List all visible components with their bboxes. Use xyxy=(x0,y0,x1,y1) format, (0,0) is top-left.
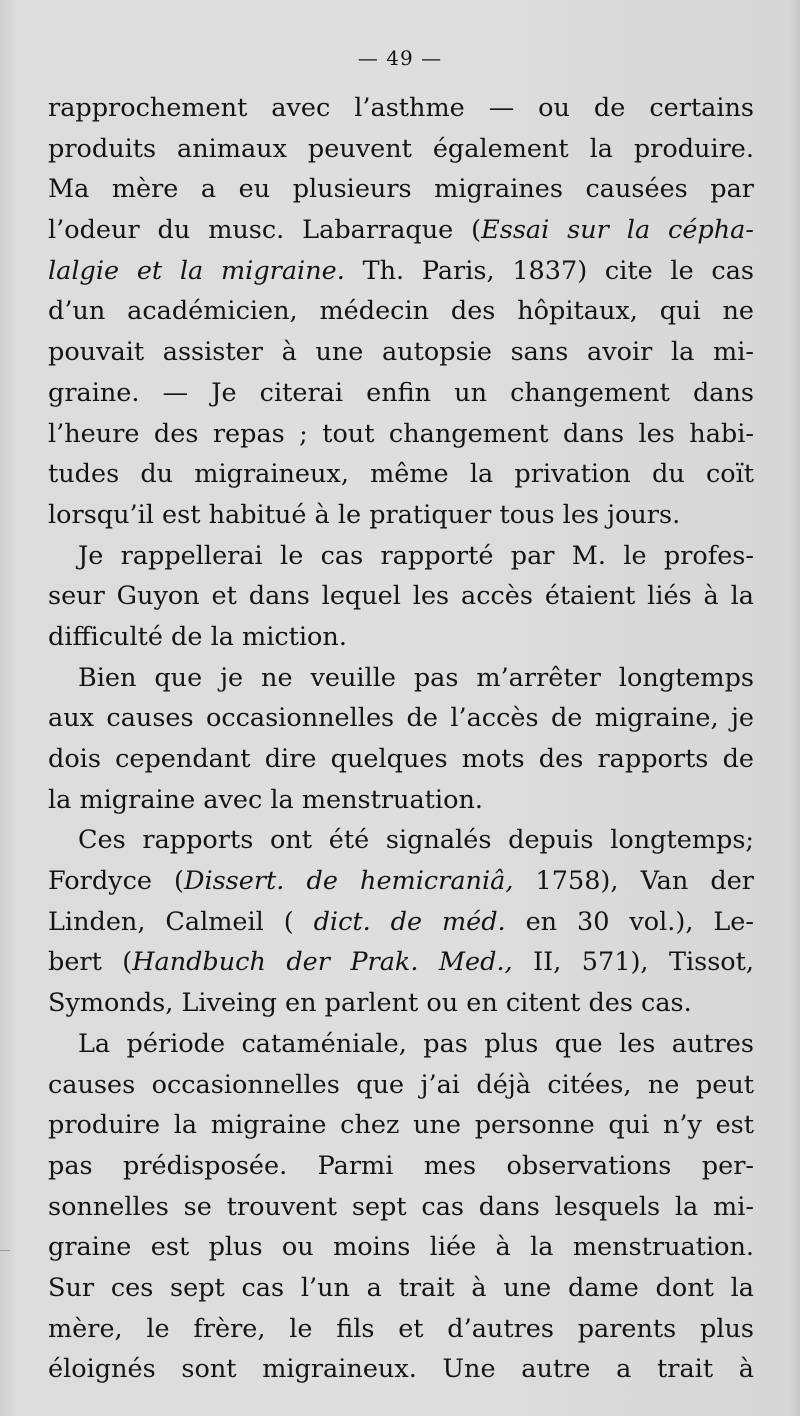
text-line xyxy=(48,414,754,455)
text-run: en 30 vol.), Le- xyxy=(505,906,754,937)
text-line xyxy=(48,820,754,861)
text-line xyxy=(48,1146,754,1187)
text-run: Ces rapports ont été signalés depuis longtemps; xyxy=(78,825,754,856)
text-run: dois cependant dire quelques mots des rapports de xyxy=(48,744,754,774)
text-run: Fordyce ( xyxy=(48,866,184,897)
text-run: graine est plus ou moins liée à la menstruation. xyxy=(48,1232,754,1263)
text-line xyxy=(48,1065,754,1106)
text-line xyxy=(48,780,754,821)
text-line xyxy=(48,739,754,780)
text-line xyxy=(48,332,754,373)
italic-citation: lalgie et la migraine. xyxy=(48,255,345,286)
text-line xyxy=(48,983,754,1024)
text-run: II, 571), Tissot, xyxy=(512,947,755,978)
text-run: Bien que je ne veuille pas m’arrêter longtemps xyxy=(78,662,754,693)
text-run: pas prédisposée. Parmi mes observations per- xyxy=(48,1150,754,1181)
italic-citation: Dissert. de hemicraniâ, xyxy=(184,866,514,897)
text-run: Th. Paris, 1837) cite le cas xyxy=(344,255,754,286)
text-line xyxy=(48,617,754,658)
text-run: produire la migraine chez une personne qui n’y est xyxy=(48,1110,754,1141)
text-run: tudes du migraineux, même la privation du coït xyxy=(48,459,754,490)
text-run: rapprochement avec l’asthme — ou de certains xyxy=(48,93,754,123)
text-line xyxy=(48,129,754,170)
text-run: La période cataméniale, pas plus que les autres xyxy=(78,1028,754,1059)
text-run: éloignés sont migraineux. Une autre a trait à xyxy=(48,1354,754,1385)
text-run: 1758), Van der xyxy=(513,866,754,897)
text-line xyxy=(48,291,754,332)
text-line xyxy=(48,169,754,210)
text-line xyxy=(48,1187,754,1228)
text-line xyxy=(48,1268,754,1309)
text-run: lorsqu’il est habitué à le pratiquer tous les jours. xyxy=(48,499,681,530)
text-run: l’odeur du musc. Labarraque ( xyxy=(48,215,482,246)
text-line xyxy=(48,1105,754,1146)
italic-citation: Handbuch der Prak. Med., xyxy=(132,947,513,978)
text-run: l’heure des repas ; tout changement dans les habi- xyxy=(48,418,754,449)
text-line xyxy=(48,942,754,983)
text-run: Symonds, Liveing en parlent ou en citent des cas. xyxy=(48,988,692,1019)
italic-citation: Essai sur la cépha- xyxy=(481,215,754,246)
text-line xyxy=(48,536,754,577)
text-line xyxy=(48,210,754,251)
text-run: seur Guyon et dans lequel les accès étaient liés à la xyxy=(48,581,754,612)
text-line xyxy=(48,1024,754,1065)
text-line xyxy=(48,373,754,414)
text-run: pouvait assister à une autopsie sans avoir la mi- xyxy=(48,337,754,368)
page-number: — 49 — xyxy=(357,46,443,70)
text-run: Je rappellerai le cas rapporté par M. le profes- xyxy=(78,540,754,571)
text-run: graine. — Je citerai enfin un changement dans xyxy=(48,377,754,408)
text-run: sonnelles se trouvent sept cas dans lesquels la mi- xyxy=(48,1191,754,1222)
text-line xyxy=(48,454,754,495)
text-line xyxy=(48,902,754,943)
page-edge-mark xyxy=(0,1250,10,1251)
text-run: produits animaux peuvent également la produire. xyxy=(48,133,754,164)
text-run: difficulté de la miction. xyxy=(48,621,347,652)
text-line xyxy=(48,88,754,129)
text-run: d’un académicien, médecin des hôpitaux, qui ne xyxy=(48,296,754,327)
text-run: causes occasionnelles que j’ai déjà citées, ne peut xyxy=(48,1069,754,1100)
text-line xyxy=(48,658,754,699)
body-text xyxy=(48,88,754,1390)
text-run: Linden, Calmeil ( xyxy=(48,906,314,937)
italic-citation: dict. de méd. xyxy=(313,906,506,937)
text-line xyxy=(48,1227,754,1268)
text-line xyxy=(48,861,754,902)
text-line xyxy=(48,495,754,536)
text-line xyxy=(48,698,754,739)
text-run: Sur ces sept cas l’un a trait à une dame dont la xyxy=(48,1272,754,1303)
text-run: la migraine avec la menstruation. xyxy=(48,784,483,815)
text-run: Ma mère a eu plusieurs migraines causées par xyxy=(48,174,754,205)
text-run: mère, le frère, le fils et d’autres parents plus xyxy=(48,1313,754,1344)
text-run: bert ( xyxy=(48,947,133,978)
text-line xyxy=(48,1349,754,1390)
text-run: aux causes occasionnelles de l’accès de migraine, je xyxy=(48,703,754,734)
text-line xyxy=(48,251,754,292)
text-line xyxy=(48,576,754,617)
text-line xyxy=(48,1309,754,1350)
